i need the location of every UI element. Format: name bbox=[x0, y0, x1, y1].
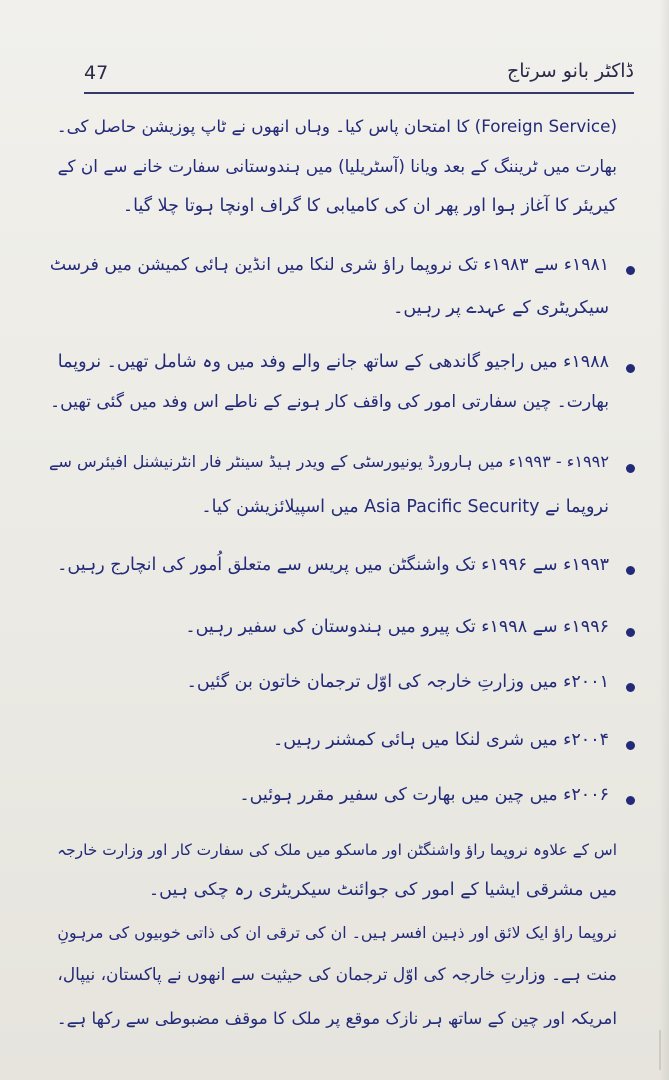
bullet-dot bbox=[626, 796, 635, 805]
bullet-1-line-1: ۱۹۸۱ء سے ۱۹۸۳ء تک نروپما راؤ شری لنکا میں انڈین ہائی کمیشن میں فرسٹ bbox=[49, 255, 609, 275]
bullet-dot bbox=[626, 566, 635, 575]
bullet-3-line-1: ۱۹۹۲ء - ۱۹۹۳ء میں ہارورڈ یونیورسٹی کے ویدر ہیڈ سینٹر فار انٹرنیشنل افیئرس سے bbox=[48, 452, 609, 471]
page-corner-mark bbox=[649, 1030, 661, 1070]
page-header bbox=[84, 62, 634, 94]
bullet-dot bbox=[626, 741, 635, 750]
running-title: ڈاکٹر بانو سرتاج bbox=[506, 60, 634, 82]
intro-line-3: کیریئر کا آغاز ہوا اور پھر ان کی کامیابی کا گراف اونچا ہوتا چلا گیا۔ bbox=[122, 196, 617, 216]
bullet-7-line-1: ۲۰۰۴ء میں شری لنکا میں ہائی کمشنر رہیں۔ bbox=[273, 730, 609, 750]
intro-line-2: بھارت میں ٹریننگ کے بعد ویانا (آسٹریلیا) میں ہندوستانی سفارت خانے سے ان کے bbox=[57, 156, 617, 176]
bullet-dot bbox=[626, 464, 635, 473]
closing-line-2: میں مشرقی ایشیا کے امور کی جوائنٹ سیکریٹری رہ چکی ہیں۔ bbox=[148, 880, 617, 900]
bullet-1-line-2: سیکریٹری کے عہدے پر رہیں۔ bbox=[393, 298, 609, 318]
page-edge-shadow bbox=[659, 0, 669, 1080]
closing-line-3: نروپما راؤ ایک لائق اور ذہین افسر ہیں۔ ان کی ترقی ان کی ذاتی خوبیوں کی مرہونِ bbox=[57, 923, 617, 942]
intro-line-1: (Foreign Service) کا امتحان پاس کیا۔ وہاں انھوں نے ٹاپ پوزیشن حاصل کی۔ bbox=[56, 116, 617, 136]
bullet-dot bbox=[626, 683, 635, 692]
bullet-8-line-1: ۲۰۰۶ء میں چین میں بھارت کی سفیر مقرر ہوئیں۔ bbox=[239, 785, 609, 805]
bullet-2-line-1: ۱۹۸۸ء میں راجیو گاندھی کے ساتھ جانے والے وفد میں وہ شامل تھیں۔ نروپما bbox=[57, 352, 609, 372]
bullet-6-line-1: ۲۰۰۱ء میں وزارتِ خارجہ کی اوّل ترجمان خاتون بن گئیں۔ bbox=[186, 672, 609, 692]
bullet-2-line-2: بھارت۔ چین سفارتی امور کی واقف کار ہونے کے ناطے اس وفد میں گئی تھیں۔ bbox=[50, 392, 609, 412]
closing-line-4: منت ہے۔ وزارتِ خارجہ کی اوّل ترجمان کی حیثیت سے انھوں نے پاکستان، نیپال، bbox=[57, 964, 617, 984]
bullet-3-line-2: نروپما نے Asia Pacific Security میں اسپیلائزیشن کیا۔ bbox=[201, 497, 609, 517]
bullet-dot bbox=[626, 628, 635, 637]
bullet-dot bbox=[626, 364, 635, 373]
closing-line-5: امریکہ اور چین کے ساتھ ہر نازک موقع پر ملک کا موقف مضبوطی سے رکھا ہے۔ bbox=[56, 1008, 617, 1028]
bullet-4-line-1: ۱۹۹۳ء سے ۱۹۹۶ء تک واشنگٹن میں پریس سے متعلق اُمور کی انچارج رہیں۔ bbox=[57, 555, 609, 575]
bullet-dot bbox=[626, 266, 635, 275]
closing-line-1: اس کے علاوہ نروپما راؤ واشنگٹن اور ماسکو میں ملک کی سفارت کار اور وزارت خارجہ bbox=[57, 841, 617, 859]
bullet-5-line-1: ۱۹۹۶ء سے ۱۹۹۸ء تک پیرو میں ہندوستان کی سفیر رہیں۔ bbox=[185, 617, 609, 637]
page-number: 47 bbox=[84, 62, 109, 84]
